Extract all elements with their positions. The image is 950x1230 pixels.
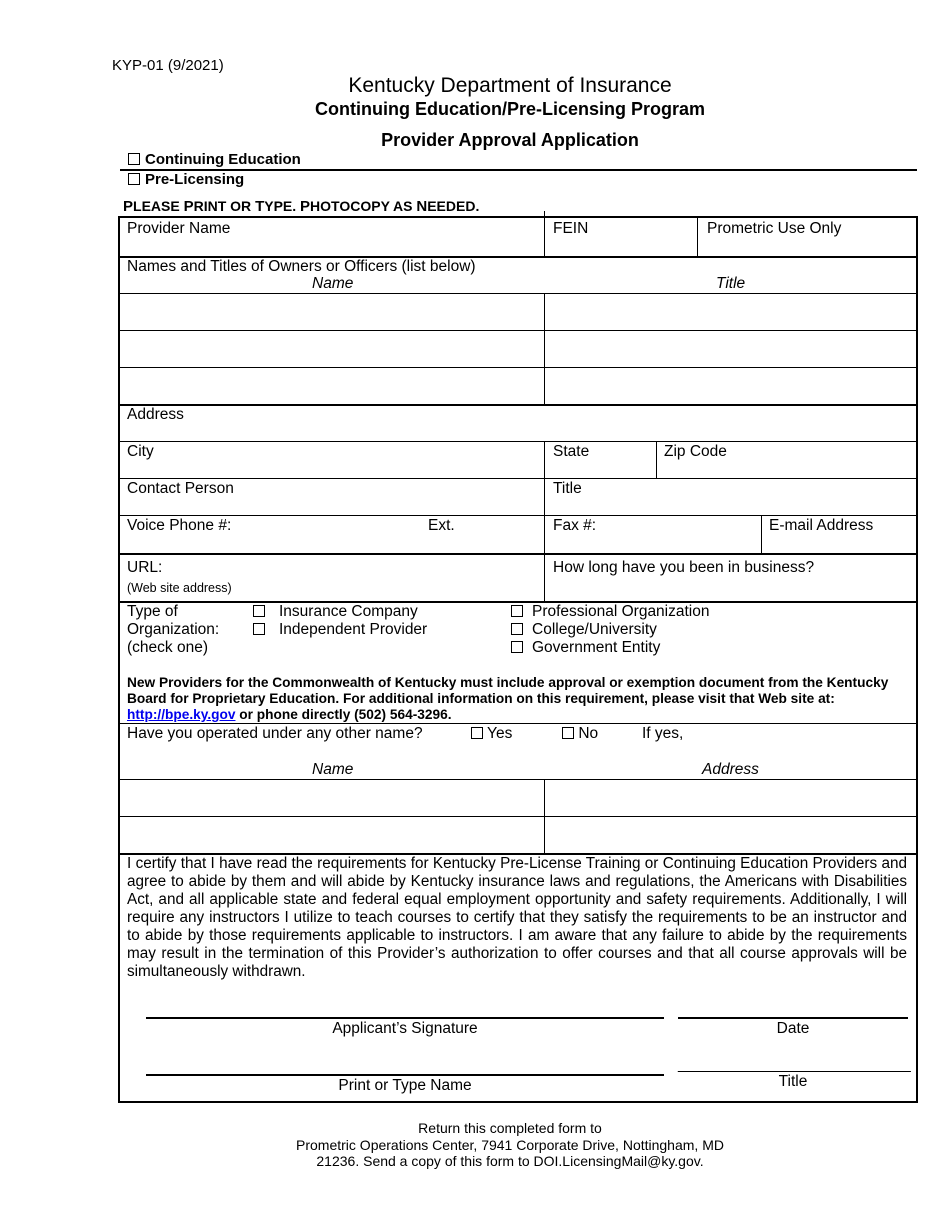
- owner-row-2[interactable]: [120, 367, 916, 368]
- other-name-question: Have you operated under any other name?: [127, 725, 423, 742]
- org-type-label: Type of: [127, 603, 178, 620]
- date-line[interactable]: [678, 1017, 908, 1019]
- contact-person-field[interactable]: Contact Person: [127, 480, 234, 497]
- print-name-label: Print or Type Name: [338, 1077, 472, 1094]
- checkbox-icon[interactable]: [511, 641, 523, 653]
- divider: [120, 515, 916, 516]
- prometric-use-only: Prometric Use Only: [707, 220, 842, 237]
- divider: [761, 515, 762, 553]
- applicant-signature-line[interactable]: [146, 1017, 664, 1019]
- title-line[interactable]: ___________________________: [678, 1056, 911, 1073]
- continuing-education-option[interactable]: Continuing Education: [128, 151, 301, 168]
- certification-statement: I certify that I have read the requirements for Kentucky Pre-License Training or Continuing Education Providers and agree to abide by them and will abide by Kentucky insurance laws and regulations, the Americans with Disabilities Act, and all applicable state and federal equal employment opportunity and safety requirements. Additionally, I will require any instructors I utilize to teach courses to certify that they satisfy the requirements to be an instructor and to abide by those requirements applicable to instructors. I am aware that any failure to abide by the requirements may result in the termination of this Provider’s authorization to offer courses and that all course approvals will be simultaneously withdrawn.: [127, 855, 907, 980]
- state-field[interactable]: State: [553, 443, 590, 460]
- org-option-government-entity[interactable]: Government Entity: [511, 639, 660, 657]
- address-field[interactable]: Address: [127, 406, 184, 423]
- divider: [120, 293, 916, 294]
- org-type-label: Organization:: [127, 621, 220, 638]
- owner-row-3[interactable]: [120, 404, 916, 406]
- divider: [120, 478, 916, 479]
- divider: [120, 723, 916, 724]
- print-instruction: PLEASE PRINT OR TYPE. PHOTOCOPY AS NEEDED.: [123, 198, 480, 215]
- form-id: KYP-01 (9/2021): [112, 57, 224, 74]
- org-option-independent-provider[interactable]: Independent Provider: [253, 621, 427, 639]
- divider: [544, 441, 545, 478]
- other-name-row-1[interactable]: [120, 816, 916, 817]
- bpe-requirement-note: New Providers for the Commonwealth of Kentucky must include approval or exemption document from the Kentucky Board for Proprietary Education. For additional information on this requirement, please visit that Web site at: http://bpe.ky.gov or phone directly (502) 564-3296.: [127, 675, 889, 722]
- url-field[interactable]: URL:: [127, 559, 163, 576]
- url-hint: (Web site address): [127, 581, 232, 595]
- divider: [656, 441, 657, 478]
- checkbox-icon[interactable]: [511, 623, 523, 635]
- agency-title: Kentucky Department of Insurance: [348, 74, 672, 97]
- owner-title-header: Title: [716, 275, 746, 292]
- title-label: Title: [778, 1073, 808, 1090]
- print-name-line[interactable]: [146, 1074, 664, 1076]
- org-option-college-university[interactable]: College/University: [511, 621, 657, 639]
- form-title: Provider Approval Application: [381, 130, 639, 150]
- owners-label: Names and Titles of Owners or Officers (list below): [127, 258, 476, 275]
- other-name-header: Name: [312, 761, 354, 778]
- email-field[interactable]: E-mail Address: [769, 517, 874, 534]
- continuing-education-checkbox[interactable]: [128, 153, 140, 165]
- divider: [544, 515, 545, 553]
- bpe-link[interactable]: http://bpe.ky.gov: [127, 707, 236, 722]
- header-rule: [120, 169, 917, 171]
- checkbox-icon[interactable]: [253, 605, 265, 617]
- divider: [544, 218, 545, 256]
- other-name-yes-option[interactable]: Yes: [471, 725, 512, 743]
- divider: [120, 779, 916, 780]
- checkbox-icon[interactable]: [562, 727, 574, 739]
- other-name-no-option[interactable]: No: [562, 725, 598, 743]
- divider: [120, 553, 916, 555]
- divider: [544, 553, 545, 601]
- checkbox-icon[interactable]: [511, 605, 523, 617]
- divider: [544, 478, 545, 515]
- voice-phone-field[interactable]: Voice Phone #:: [127, 517, 232, 534]
- divider: [120, 441, 916, 442]
- org-option-professional-organization[interactable]: Professional Organization: [511, 603, 710, 621]
- if-yes-label: If yes,: [642, 725, 684, 742]
- fax-field[interactable]: Fax #:: [553, 517, 597, 534]
- checkbox-icon[interactable]: [471, 727, 483, 739]
- divider: [544, 293, 545, 404]
- provider-name-field[interactable]: Provider Name: [127, 220, 231, 237]
- divider: [544, 211, 545, 217]
- business-duration-field[interactable]: How long have you been in business?: [553, 559, 815, 576]
- return-instructions: Return this completed form to Prometric Operations Center, 7941 Corporate Drive, Nottingham, MD 21236. Send a copy of this form to DOI.LicensingMail@ky.gov.: [296, 1120, 724, 1169]
- owner-row-1[interactable]: [120, 330, 916, 331]
- pre-licensing-checkbox[interactable]: [128, 173, 140, 185]
- applicant-signature-label: Applicant’s Signature: [332, 1020, 478, 1037]
- org-option-insurance-company[interactable]: Insurance Company: [253, 603, 418, 621]
- ext-field[interactable]: Ext.: [428, 517, 455, 534]
- city-field[interactable]: City: [127, 443, 154, 460]
- program-title: Continuing Education/Pre-Licensing Program: [314, 99, 706, 119]
- org-type-hint: (check one): [127, 639, 208, 656]
- pre-licensing-option[interactable]: Pre-Licensing: [128, 171, 244, 188]
- date-label: Date: [776, 1020, 810, 1037]
- fein-field[interactable]: FEIN: [553, 220, 589, 237]
- zip-code-field[interactable]: Zip Code: [664, 443, 727, 460]
- checkbox-icon[interactable]: [253, 623, 265, 635]
- divider: [697, 218, 698, 256]
- owner-name-header: Name: [312, 275, 354, 292]
- contact-title-field[interactable]: Title: [553, 480, 582, 497]
- other-address-header: Address: [702, 761, 759, 778]
